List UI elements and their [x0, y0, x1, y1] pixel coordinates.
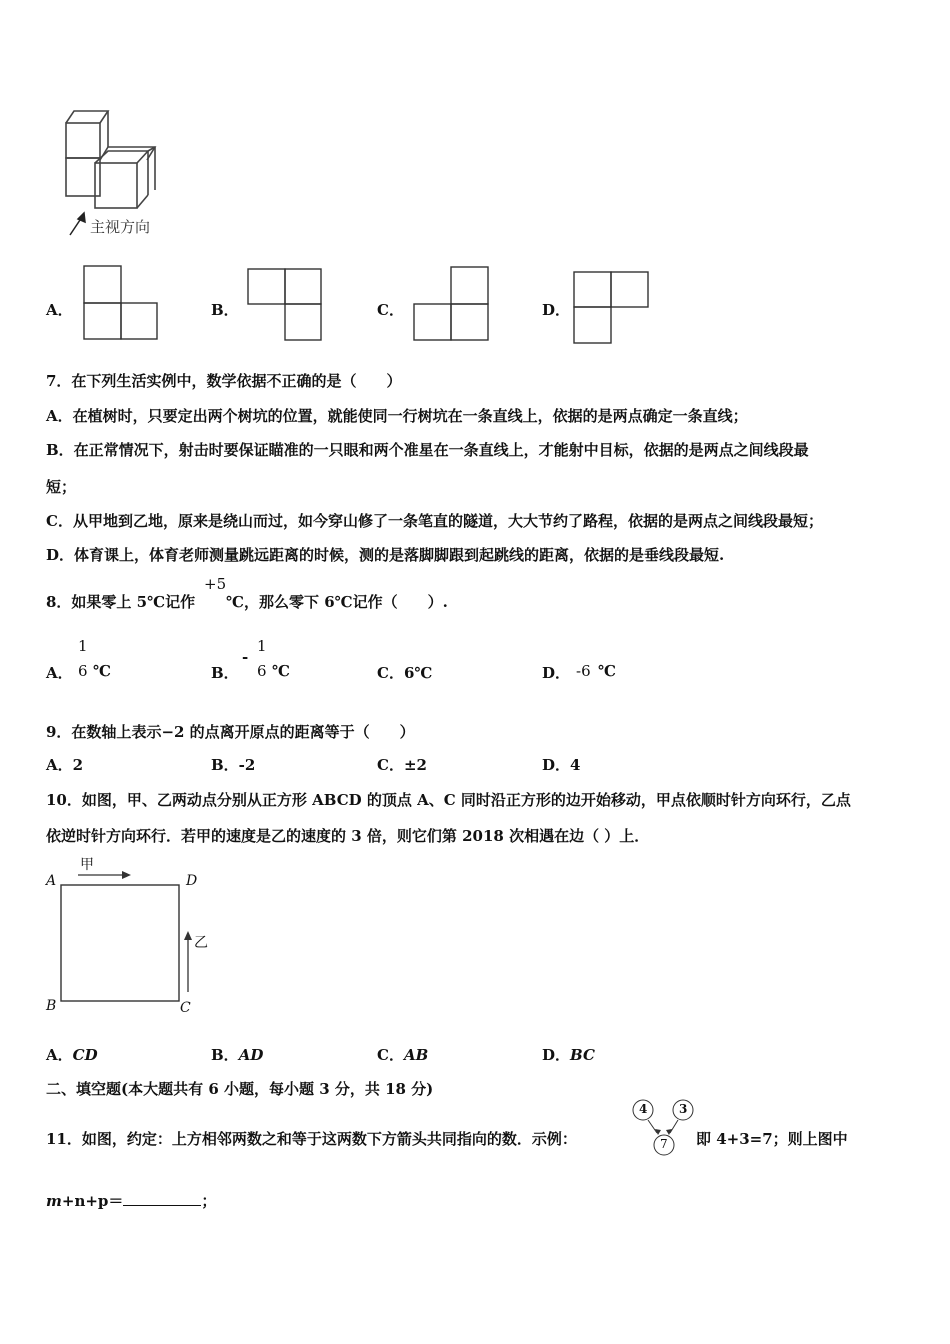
- q8-option-a-unit: ℃: [93, 662, 111, 680]
- vertex-a-label: A: [46, 873, 57, 889]
- q8-option-b-label: B．: [211, 664, 239, 682]
- q9-option-a[interactable]: A．2: [46, 756, 84, 774]
- q10-option-b-label: B．: [211, 1046, 239, 1064]
- q7-option-d[interactable]: D．体育课上，体育老师测量跳远距离的时候，测的是落脚脚跟到起跳线的距离，依据的是垂线段最短.: [46, 546, 725, 564]
- q11-answer-line: [46, 1190, 216, 1211]
- q10-option-c[interactable]: [377, 1044, 428, 1065]
- q11-answer-blank[interactable]: [123, 1191, 201, 1206]
- q6-option-a-label: A．: [46, 301, 73, 319]
- q8-option-d-unit: ℃: [598, 662, 616, 680]
- q11-semicolon: ；: [201, 1192, 217, 1210]
- q8-option-b-sign: -: [242, 648, 249, 666]
- view-direction-label: 主视方向: [90, 218, 151, 236]
- q9-option-b[interactable]: B．-2: [211, 756, 256, 774]
- q10-option-a[interactable]: [46, 1044, 98, 1065]
- q7-option-b-line2[interactable]: 短；: [46, 478, 77, 496]
- q10-stem-line2: 依逆时针方向环行．若甲的速度是乙的速度的 3 倍，则它们第 2018 次相遇在边（ ）上．: [46, 827, 650, 845]
- q8-superscript: +5: [204, 575, 227, 593]
- q9-stem: 9．在数轴上表示−2 的点离开原点的距离等于（ ）: [46, 723, 415, 741]
- q8-option-c[interactable]: C．6℃: [377, 664, 433, 682]
- q8-option-b-denominator: 6: [257, 662, 267, 680]
- q6-option-a-figure[interactable]: [82, 264, 160, 342]
- q6-option-d-label: D．: [542, 301, 571, 319]
- q8-stem-end: ℃，那么零下 6℃记作（ ）.: [226, 593, 448, 611]
- q8-option-d-value: -6: [576, 662, 591, 680]
- q8-option-d-label: D．: [542, 664, 571, 682]
- q6-option-b-label: B．: [211, 301, 239, 319]
- q9-option-d[interactable]: D．4: [542, 756, 581, 774]
- q6-option-c-figure[interactable]: [412, 265, 492, 343]
- q11-example-bottom: 7: [660, 1137, 668, 1151]
- q10-option-a-value: CD: [72, 1046, 98, 1064]
- q11-m: m: [46, 1192, 62, 1210]
- q8-option-b-numerator: 1: [257, 637, 267, 655]
- q10-stem-line1: 10．如图，甲、乙两动点分别从正方形 ABCD 的顶点 A、C 同时沿正方形的边开始移动，甲点依顺时针方向环行，乙点: [46, 791, 851, 809]
- section-fill-blank-title: 二、填空题(本大题共有 6 小题，每小题 3 分，共 18 分): [46, 1080, 434, 1098]
- q10-option-c-value: AB: [403, 1046, 429, 1064]
- q8-option-a-label: A．: [46, 664, 73, 682]
- q11-stem-tail: 即 4+3=7；则上图中: [696, 1130, 848, 1148]
- vertex-b-label: B: [46, 998, 57, 1014]
- q11-example-top-left: 4: [639, 1102, 648, 1116]
- q10-option-d-label: D．: [542, 1046, 571, 1064]
- jia-label: 甲: [80, 857, 94, 873]
- q8-option-a-numerator: 1: [78, 637, 88, 655]
- vertex-d-label: D: [186, 873, 198, 889]
- q9-option-c[interactable]: C．±2: [377, 756, 427, 774]
- q11-expression: +n+p＝: [61, 1192, 124, 1210]
- q8-option-a-denominator: 6: [78, 662, 88, 680]
- q6-option-d-figure[interactable]: [572, 270, 652, 346]
- q11-example-top-right: 3: [679, 1102, 688, 1116]
- yi-label: 乙: [194, 935, 208, 951]
- q10-option-c-label: C．: [377, 1046, 404, 1064]
- q10-option-b-value: AD: [238, 1046, 264, 1064]
- q6-option-c-label: C．: [377, 301, 404, 319]
- vertex-c-label: C: [180, 1000, 191, 1016]
- q7-option-a[interactable]: A．在植树时，只要定出两个树坑的位置，就能使同一行树坑在一条直线上，依据的是两点确定一条直线；: [46, 407, 748, 425]
- q6-option-b-figure[interactable]: [246, 267, 324, 343]
- q7-option-c[interactable]: C．从甲地到乙地，原来是绕山而过，如今穿山修了一条笔直的隧道，大大节约了路程，依据的是两点之间线段最短；: [46, 512, 823, 530]
- q8-stem-start: 8．如果零上 5℃记作: [46, 593, 196, 611]
- q10-option-b[interactable]: [211, 1044, 263, 1065]
- q10-option-a-label: A．: [46, 1046, 73, 1064]
- q7-stem: 7．在下列生活实例中，数学依据不正确的是（ ）: [46, 372, 402, 390]
- q10-option-d-value: BC: [570, 1046, 595, 1064]
- q8-option-b-unit: ℃: [272, 662, 290, 680]
- q10-option-d[interactable]: [542, 1044, 595, 1065]
- q7-option-b-line1[interactable]: B．在正常情况下，射击时要保证瞄准的一只眼和两个准星在一条直线上，才能射中目标，依据的是两点之间线段最: [46, 441, 809, 459]
- q11-stem: 11．如图，约定：上方相邻两数之和等于这两数下方箭头共同指向的数．示例：: [46, 1130, 577, 1148]
